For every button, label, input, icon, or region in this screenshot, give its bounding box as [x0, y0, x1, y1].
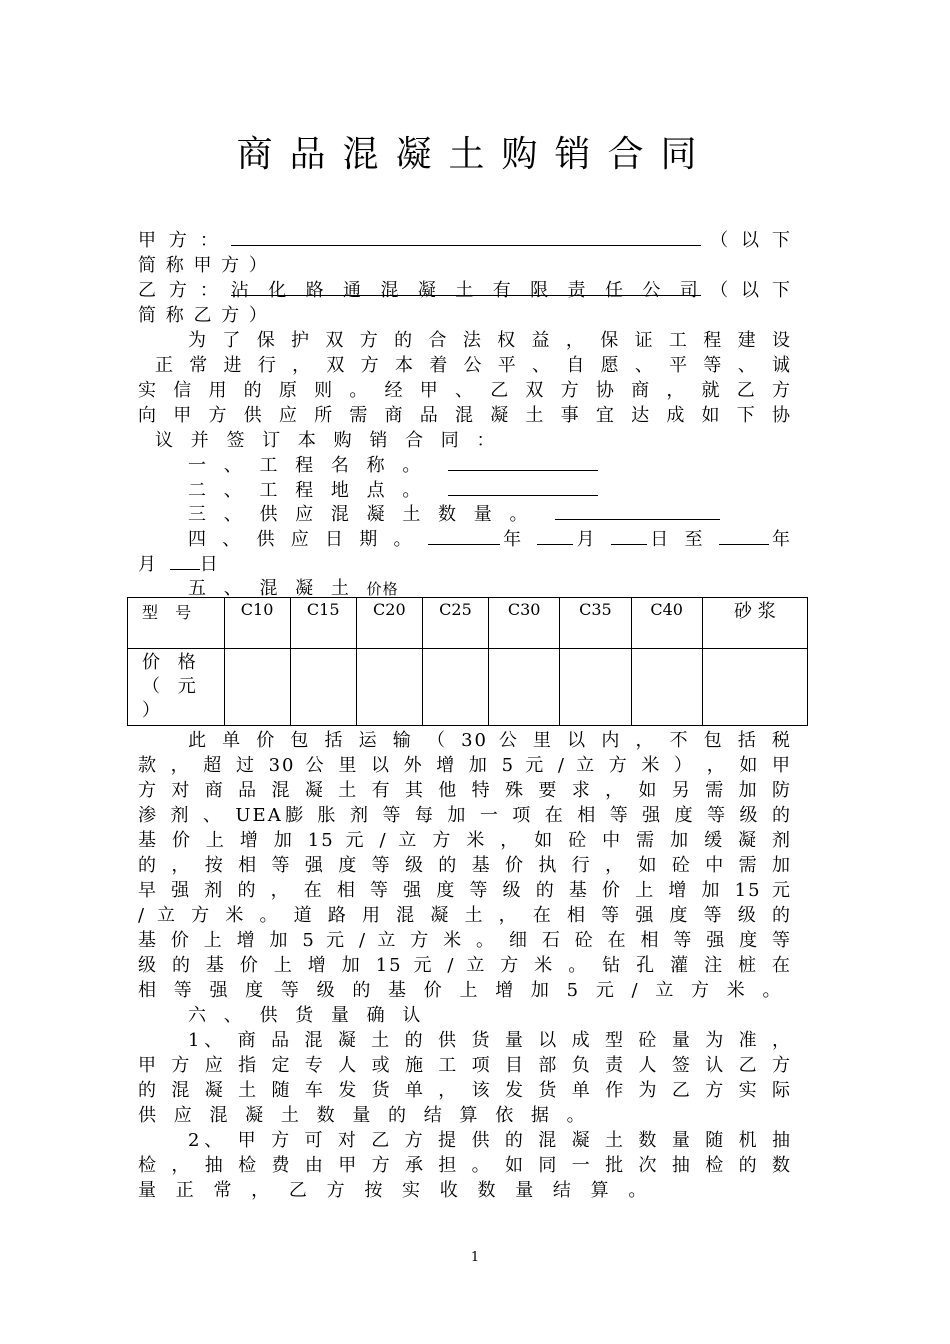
section6-p2-line: 检 ， 抽 检 费 由 甲 方 承 担 。 如 同 一 批 次 抽 检 的 数 — [138, 1155, 792, 1176]
item-five-tail: 价格 — [366, 580, 399, 598]
price-cell[interactable] — [702, 649, 807, 726]
price-cell[interactable] — [224, 649, 290, 726]
item-three-label: 三 、 供 应 混 凝 土 数 量 。 — [188, 504, 534, 525]
header-cell: 砂 浆 — [702, 598, 807, 649]
item-one-blank — [448, 451, 598, 471]
pricing-line: 的 ， 按 相 等 强 度 等 级 的 基 价 执 行 ， 如 砼 中 需 加 — [138, 855, 792, 876]
header-cell: C25 — [422, 598, 488, 649]
item-three — [138, 500, 792, 525]
party-b-label: 乙 方 ： — [138, 280, 222, 301]
party-a-label: 甲 方 ： — [138, 230, 222, 251]
document-title: 商品混凝土购销合同 — [236, 134, 714, 175]
party-a-suffix: （ 以 下 — [710, 230, 792, 251]
pricing-line: 基 价 上 增 加 5 元 / 立 方 米 。 细 石 砼 在 相 等 强 度 等 — [138, 930, 792, 951]
pricing-line: 渗 剂 、 UEA膨 胀 剂 等 每 加 一 项 在 相 等 强 度 等 级 的 — [138, 805, 793, 826]
intro-line: 实 信 用 的 原 则 。 经 甲 、 乙 双 方 协 商 ， 就 乙 方 — [138, 380, 792, 401]
item-five-label: 五 、 混 凝 土 — [188, 578, 355, 599]
year-blank — [428, 525, 500, 545]
row-label: 价 格 （ 元 ） — [128, 649, 225, 726]
item-one-label: 一 、 工 程 名 称 。 — [188, 455, 427, 476]
section6-p2-line: 量 正 常 ， 乙 方 按 实 收 数 量 结 算 。 — [138, 1180, 654, 1201]
price-cell[interactable] — [631, 649, 702, 726]
header-cell: C15 — [290, 598, 356, 649]
party-a-cont: 简 称 甲 方 ） — [138, 255, 269, 276]
day-blank — [611, 525, 647, 545]
party-b-suffix: （ 以 下 — [710, 280, 792, 301]
year-label: 年 — [499, 529, 527, 550]
header-cell: C20 — [356, 598, 422, 649]
item-one — [138, 451, 792, 476]
table-header-row — [128, 598, 808, 649]
item-two — [138, 476, 792, 501]
end-year-label: 年 — [768, 529, 793, 550]
price-cell[interactable] — [290, 649, 356, 726]
price-table — [127, 597, 808, 726]
end-month-label: 月 — [138, 554, 158, 575]
party-b-name: 沾 化 路 通 混 凝 土 有 限 责 任 公 司 — [231, 276, 701, 296]
price-cell[interactable] — [560, 649, 631, 726]
section6-heading: 六 、 供 货 量 确 认 — [188, 1005, 427, 1026]
table-row — [128, 649, 808, 726]
header-cell: C30 — [489, 598, 560, 649]
header-cell: C35 — [560, 598, 631, 649]
intro-line: 正 常 进 行 ， 双 方 本 着 公 平 、 自 愿 、 平 等 、 诚 — [155, 355, 792, 376]
section6-p1-line: 供 应 混 凝 土 数 量 的 结 算 依 据 。 — [138, 1105, 591, 1126]
pricing-line: 早 强 剂 的 ， 在 相 等 强 度 等 级 的 基 价 上 增 加 15 元 — [138, 880, 792, 901]
intro-line: 向 甲 方 供 应 所 需 商 品 混 凝 土 事 宜 达 成 如 下 协 — [138, 405, 792, 426]
item-four — [138, 525, 792, 550]
section6-p1-line: 1、 商 品 混 凝 土 的 供 货 量 以 成 型 砼 量 为 准 ， — [188, 1030, 793, 1051]
pricing-line: 相 等 强 度 等 级 的 基 价 上 增 加 5 元 / 立 方 米 。 — [138, 980, 787, 1001]
party-b-cont: 简 称 乙 方 ） — [138, 305, 269, 326]
pricing-line: 款 ， 超 过 30 公 里 以 外 增 加 5 元 / 立 方 米 ） ， 如 甲 — [138, 755, 792, 776]
pricing-line: / 立 方 米 。 道 路 用 混 凝 土 ， 在 相 等 强 度 等 级 的 — [138, 905, 792, 926]
pricing-line: 此 单 价 包 括 运 输 （ 30 公 里 以 内 ， 不 包 括 税 — [188, 730, 792, 751]
month-blank — [537, 525, 573, 545]
header-cell: C40 — [631, 598, 702, 649]
month-label: 月 — [573, 529, 600, 550]
party-b-line — [138, 276, 792, 301]
price-cell[interactable] — [422, 649, 488, 726]
item-two-label: 二 、 工 程 地 点 。 — [188, 480, 427, 501]
item-three-blank — [555, 500, 720, 520]
item-four-label: 四 、 供 应 日 期 。 — [188, 529, 417, 550]
pricing-line: 方 对 商 品 混 凝 土 有 其 他 特 殊 要 求 ， 如 另 需 加 防 — [138, 780, 792, 801]
item-four-cont — [138, 550, 792, 575]
end-year-blank — [719, 525, 769, 545]
section6-p1-line: 甲 方 应 指 定 专 人 或 施 工 项 目 部 负 责 人 签 认 乙 方 — [138, 1055, 792, 1076]
header-cell: C10 — [224, 598, 290, 649]
party-a-blank — [231, 226, 701, 246]
price-cell[interactable] — [356, 649, 422, 726]
page-number: 1 — [470, 1250, 480, 1265]
section6-p2-line: 2、 甲 方 可 对 乙 方 提 供 的 混 凝 土 数 量 随 机 抽 — [188, 1130, 793, 1151]
to-label: 至 — [684, 529, 708, 550]
pricing-line: 基 价 上 增 加 15 元 / 立 方 米 ， 如 砼 中 需 加 缓 凝 剂 — [138, 830, 792, 851]
end-day-blank — [170, 550, 200, 570]
section6-p1-line: 的 混 凝 土 随 车 发 货 单 ， 该 发 货 单 作 为 乙 方 实 际 — [138, 1080, 792, 1101]
party-a-line — [138, 226, 792, 251]
item-two-blank — [448, 476, 598, 496]
day-label: 日 — [646, 529, 674, 550]
price-cell[interactable] — [489, 649, 560, 726]
item-five — [138, 574, 792, 599]
intro-line: 为 了 保 护 双 方 的 合 法 权 益 ， 保 证 工 程 建 设 — [188, 330, 792, 351]
end-day-label: 日 — [199, 554, 220, 575]
pricing-line: 级 的 基 价 上 增 加 15 元 / 立 方 米 。 钻 孔 灌 注 桩 在 — [138, 955, 792, 976]
header-cell: 型 号 — [128, 598, 225, 649]
intro-line: 议 并 签 订 本 购 销 合 同 ： — [155, 430, 501, 451]
